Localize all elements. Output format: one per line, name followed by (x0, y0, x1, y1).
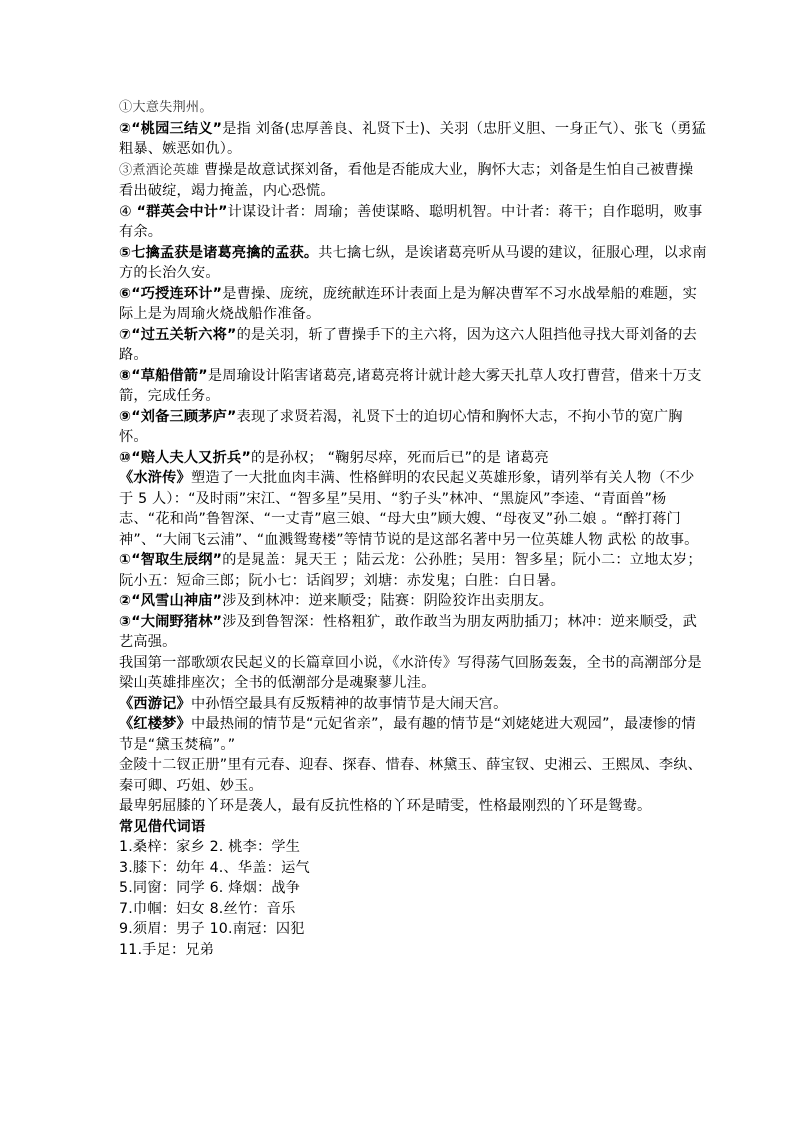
shuihu-2-fengxue: ②“风雪山神庙”涉及到林冲：逆来顺受；陆赛：阴险狡诈出卖朋友。 (119, 593, 554, 609)
shuihu-summary: 我国第一部歌颂农民起义的长篇章回小说，《水浒传》写得荡气回肠轰轰，全书的高潮部分是梁山英雄排座次；全书的低潮部分是魂聚蓼儿洼。 (119, 654, 702, 691)
shuihu-1-shengchengang: ①“智取生辰纲”的是晁盖：晁天王 ；陆云龙：公孙胜；吴用：智多星；阮小二：立地太岁；阮小五：短命三郎；阮小七：话阎罗；刘塘：赤发鬼；白胜：白日暑。 (119, 552, 702, 589)
note-4-qunyinghui: ④ “群英会中计”计谋设计者：周瑜；善使谋略、聪明机智。中计者：蒋干；自作聪明，败事有余。 (119, 203, 703, 240)
note-7-wuguan: ⑦“过五关斩六将”的是关羽，斩了曹操手下的主六将，因为这六人阻挡他寻找大哥刘备的去路。 (119, 326, 697, 363)
note-9-maolu: ⑨“刘备三顾茅庐”表现了求贤若渴，礼贤下士的迫切心情和胸怀大志，不拘小节的宽广胸怀。 (119, 408, 683, 445)
note-6-lianhuanji: ⑥“巧授连环计”是曹操、庞统，庞统献连环计表面上是为解决曹军不习水战晕船的难题，实际上是为周瑜火烧战船作准备。 (119, 285, 697, 322)
jiedai-line-3: 5.同窗：同学 6. 烽烟：战争 (119, 880, 301, 896)
xiyouji-note: 《西游记》中孙悟空最具有反叛精神的故事情节是大闹天宫。 (119, 695, 508, 712)
jiedai-line-1: 1.桑梓：家乡 2. 桃李：学生 (119, 839, 301, 855)
shuihu-intro: 《水浒传》塑造了一大批血肉丰满、性格鲜明的农民起义英雄形象，请列举有关人物（不少于 5 人）：“及时雨”宋江、“智多星”吴用、“豹子头”林冲、“黑旋风”李逵、“青面兽”杨志、“花和尚”鲁智深、“一丈青”扈三娘、“母大虫”顾大嫂、“母夜叉”孙二娘 。“醉打蒋门神”、“大闹飞云浦”、“血溅鸳鸯楼”等情节说的是这部名著中另一位英雄人物 武松 的故事。 (119, 470, 699, 548)
jiedai-line-4: 7.巾帼：妇女 8.丝竹：音乐 (119, 900, 296, 917)
note-8-caochuan: ⑧“草船借箭”是周瑜设计陷害诸葛亮,诸葛亮将计就计趁大雾天扎草人攻打曹营，借来十万支箭，完成任务。 (119, 367, 702, 404)
note-2-taoyuan: ②“桃园三结义”是指 刘备(忠厚善良、礼贤下士)、关羽（忠肝义胆、一身正气）、张飞（勇猛粗暴、嫉恶如仇）。 (119, 120, 707, 157)
jiedai-line-6: 11.手足：兄弟 (119, 941, 215, 958)
note-5-menghuo: ⑤七擒孟获是诸葛亮擒的孟获。共七擒七纵，是诶诸葛亮听从马谡的建议，征服心理，以求南方的长治久安。 (119, 244, 707, 281)
shuihu-3-yezhulin: ③“大闹野猪林”涉及到鲁智深：性格粗犷，敢作敢当为朋友两肋插刀；林冲：逆来顺受，武艺高强。 (119, 613, 697, 650)
jinling-note: 金陵十二钗正册”里有元春、迎春、探春、惜春、林黛玉、薛宝钗、史湘云、王熙凤、李纨、秦可卿、巧姐、妙玉。 (119, 757, 703, 794)
note-1-jingzhou: ①大意失荆州。 (119, 100, 213, 115)
jiedai-line-2: 3.膝下：幼年 4.、华盖：运气 (119, 859, 310, 876)
jiedai-heading: 常见借代词语 (119, 818, 206, 835)
hongloumeng-note: 《红楼梦》中最热闹的情节是“元妃省亲”，最有趣的情节是“刘姥姥进大观园”，最凄惨的情节是“黛玉焚稿”。” (119, 716, 696, 753)
document-page (119, 97, 707, 960)
jiedai-line-5: 9.须眉：男子 10.南冠：囚犯 (119, 921, 305, 937)
yahuan-note: 最卑躬屈膝的丫环是袭人，最有反抗性格的丫环是晴雯，性格最刚烈的丫环是鸳鸯。 (119, 798, 652, 814)
note-3-zhujiu: ③煮酒论英雄 曹操是故意试探刘备，看他是否能成大业，胸怀大志；刘备是生怕自己被曹操看出破绽，竭力掩盖，内心恐慌。 (119, 161, 694, 199)
note-10-zhebing: ⑩“赔人夫人又折兵”的是孙权； “鞠躬尽瘁，死而后已”的是 诸葛亮 (119, 449, 549, 466)
